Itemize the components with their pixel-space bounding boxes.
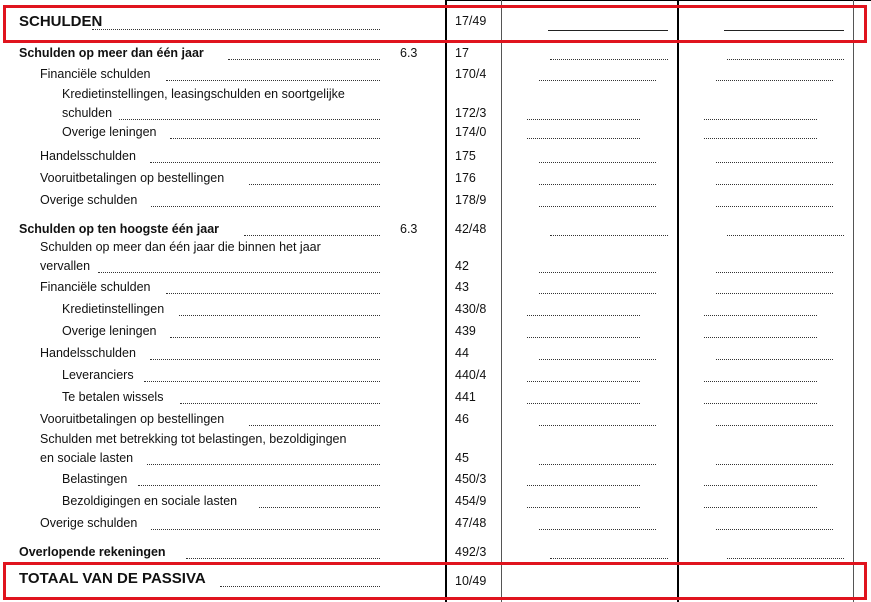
amount-current-field[interactable] [527,314,640,316]
leader-dots [147,463,380,465]
row-label: Financiële schulden [40,280,151,294]
amount-current-field[interactable] [527,137,640,139]
row-schulden-binnen-het-jaar-vervallen [0,239,871,279]
leader-dots [170,336,380,338]
amount-current-field[interactable] [539,424,656,426]
amount-current-field[interactable] [539,79,656,81]
row-label: Overige schulden [40,516,138,530]
leader-dots [249,183,380,185]
row-te-betalen-wissels [0,389,871,409]
row-label: Overige leningen [62,324,157,338]
amount-previous-field[interactable] [716,161,833,163]
row-code: 17 [455,46,469,60]
amount-current-field[interactable] [527,484,640,486]
header-rule [445,0,871,1]
leader-dots [151,528,380,530]
row-label: Bezoldigingen en sociale lasten [62,494,238,508]
amount-previous-field[interactable] [727,234,844,236]
amount-previous-field[interactable] [727,58,844,60]
amount-current-field[interactable] [527,506,640,508]
row-financiele-schulden-kort [0,279,871,299]
row-label: Financiële schulden [40,67,151,81]
row-schulden-ten-hoogste-een-jaar [0,221,871,241]
leader-dots [249,424,380,426]
row-code: 45 [455,451,469,465]
amount-current-field[interactable] [539,183,656,185]
row-label: Vooruitbetalingen op bestellingen [40,171,225,185]
row-label: Overige schulden [40,193,138,207]
highlight-box-totaal [3,562,867,600]
row-label: Handelsschulden [40,149,136,163]
row-label: Vooruitbetalingen op bestellingen [40,412,225,426]
leader-dots [180,402,380,404]
row-vooruitbetalingen-kort [0,411,871,431]
amount-previous-field[interactable] [716,292,833,294]
amount-current-field[interactable] [527,118,640,120]
row-label: Schulden met betrekking tot belastingen, bezoldigingen [40,432,347,446]
leader-dots [150,161,380,163]
row-label: Leveranciers [62,368,134,382]
row-bezoldigingen [0,493,871,513]
row-code: 430/8 [455,302,487,316]
leader-dots [170,137,380,139]
amount-current-field[interactable] [527,402,640,404]
leader-dots [144,380,380,382]
row-leveranciers [0,367,871,387]
leader-dots [166,292,380,294]
row-belastingen [0,471,871,491]
leader-dots [186,557,380,559]
row-label: Overige leningen [62,125,157,139]
amount-previous-field[interactable] [704,314,817,316]
row-code: 439 [455,324,476,338]
leader-dots [138,484,380,486]
row-code: 454/9 [455,494,487,508]
row-schulden-meer-dan-een-jaar [0,45,871,65]
row-label: Belastingen [62,472,128,486]
row-code: 42 [455,259,469,273]
row-label: Schulden op meer dan één jaar [19,46,204,60]
row-note: 6.3 [400,46,418,60]
amount-current-field[interactable] [527,380,640,382]
row-overige-schulden-kort [0,515,871,535]
leader-dots [259,506,380,508]
amount-previous-field[interactable] [727,557,844,559]
row-label-continued: vervallen [40,259,91,273]
leader-dots [166,79,380,81]
row-code: 44 [455,346,469,360]
row-handelsschulden [0,148,871,168]
row-kredietinstellingen-leasing [0,86,871,126]
amount-previous-field[interactable] [716,358,833,360]
row-code: 492/3 [455,545,487,559]
amount-previous-field[interactable] [704,336,817,338]
row-overige-leningen-kort [0,323,871,343]
row-code: 174/0 [455,125,487,139]
row-label-continued: schulden [62,106,113,120]
leader-dots [98,271,380,273]
amount-current-field[interactable] [539,205,656,207]
row-overige-schulden [0,192,871,212]
row-label: Handelsschulden [40,346,136,360]
row-code: 176 [455,171,476,185]
amount-previous-field[interactable] [716,79,833,81]
leader-dots [119,118,380,120]
row-code: 441 [455,390,476,404]
row-code: 17/49 [455,14,487,28]
row-financiele-schulden [0,66,871,86]
row-code: 46 [455,412,469,426]
row-code: 10/49 [455,574,487,588]
row-label: Overlopende rekeningen [19,545,166,559]
amount-previous-field[interactable] [716,205,833,207]
leader-dots [151,205,380,207]
row-overige-leningen [0,124,871,144]
leader-dots [150,358,380,360]
amount-previous-field[interactable] [716,183,833,185]
amount-current-field[interactable] [550,234,668,236]
row-code: 440/4 [455,368,487,382]
amount-previous-field[interactable] [704,380,817,382]
amount-previous-field[interactable] [716,271,833,273]
row-code: 170/4 [455,67,487,81]
amount-previous-field[interactable] [704,137,817,139]
highlight-box-schulden [3,5,867,43]
row-vooruitbetalingen [0,170,871,190]
row-label-continued: en sociale lasten [40,451,134,465]
amount-previous-field[interactable] [704,118,817,120]
row-code: 178/9 [455,193,487,207]
row-label: Kredietinstellingen [62,302,165,316]
amount-current-field[interactable] [539,528,656,530]
row-label: Kredietinstellingen, leasingschulden en soortgelijke [62,87,345,101]
leader-dots [228,58,380,60]
amount-current-field[interactable] [539,358,656,360]
row-label: Te betalen wissels [62,390,164,404]
amount-current-field[interactable] [550,557,668,559]
leader-dots [244,234,380,236]
row-schulden-belastingen-bezoldigingen [0,431,871,471]
amount-previous-field[interactable] [716,424,833,426]
leader-dots [179,314,380,316]
row-code: 175 [455,149,476,163]
amount-current-field[interactable] [539,161,656,163]
amount-previous-field[interactable] [704,506,817,508]
amount-current-field[interactable] [550,58,668,60]
row-note: 6.3 [400,222,418,236]
row-label: SCHULDEN [19,13,103,30]
amount-current-field[interactable] [539,271,656,273]
row-kredietinstellingen [0,301,871,321]
row-code: 42/48 [455,222,487,236]
row-code: 43 [455,280,469,294]
row-code: 47/48 [455,516,487,530]
row-label: TOTAAL VAN DE PASSIVA [19,570,206,587]
row-label: Schulden op ten hoogste één jaar [19,222,220,236]
amount-previous-field[interactable] [704,402,817,404]
amount-previous-field[interactable] [704,484,817,486]
row-handelsschulden-kort [0,345,871,365]
amount-previous-field[interactable] [716,463,833,465]
row-label: Schulden op meer dan één jaar die binnen het jaar [40,240,321,254]
amount-current-field[interactable] [539,292,656,294]
amount-previous-field[interactable] [716,528,833,530]
amount-current-field[interactable] [527,336,640,338]
row-code: 172/3 [455,106,487,120]
row-overlopende-rekeningen [0,544,871,564]
amount-current-field[interactable] [539,463,656,465]
row-code: 450/3 [455,472,487,486]
